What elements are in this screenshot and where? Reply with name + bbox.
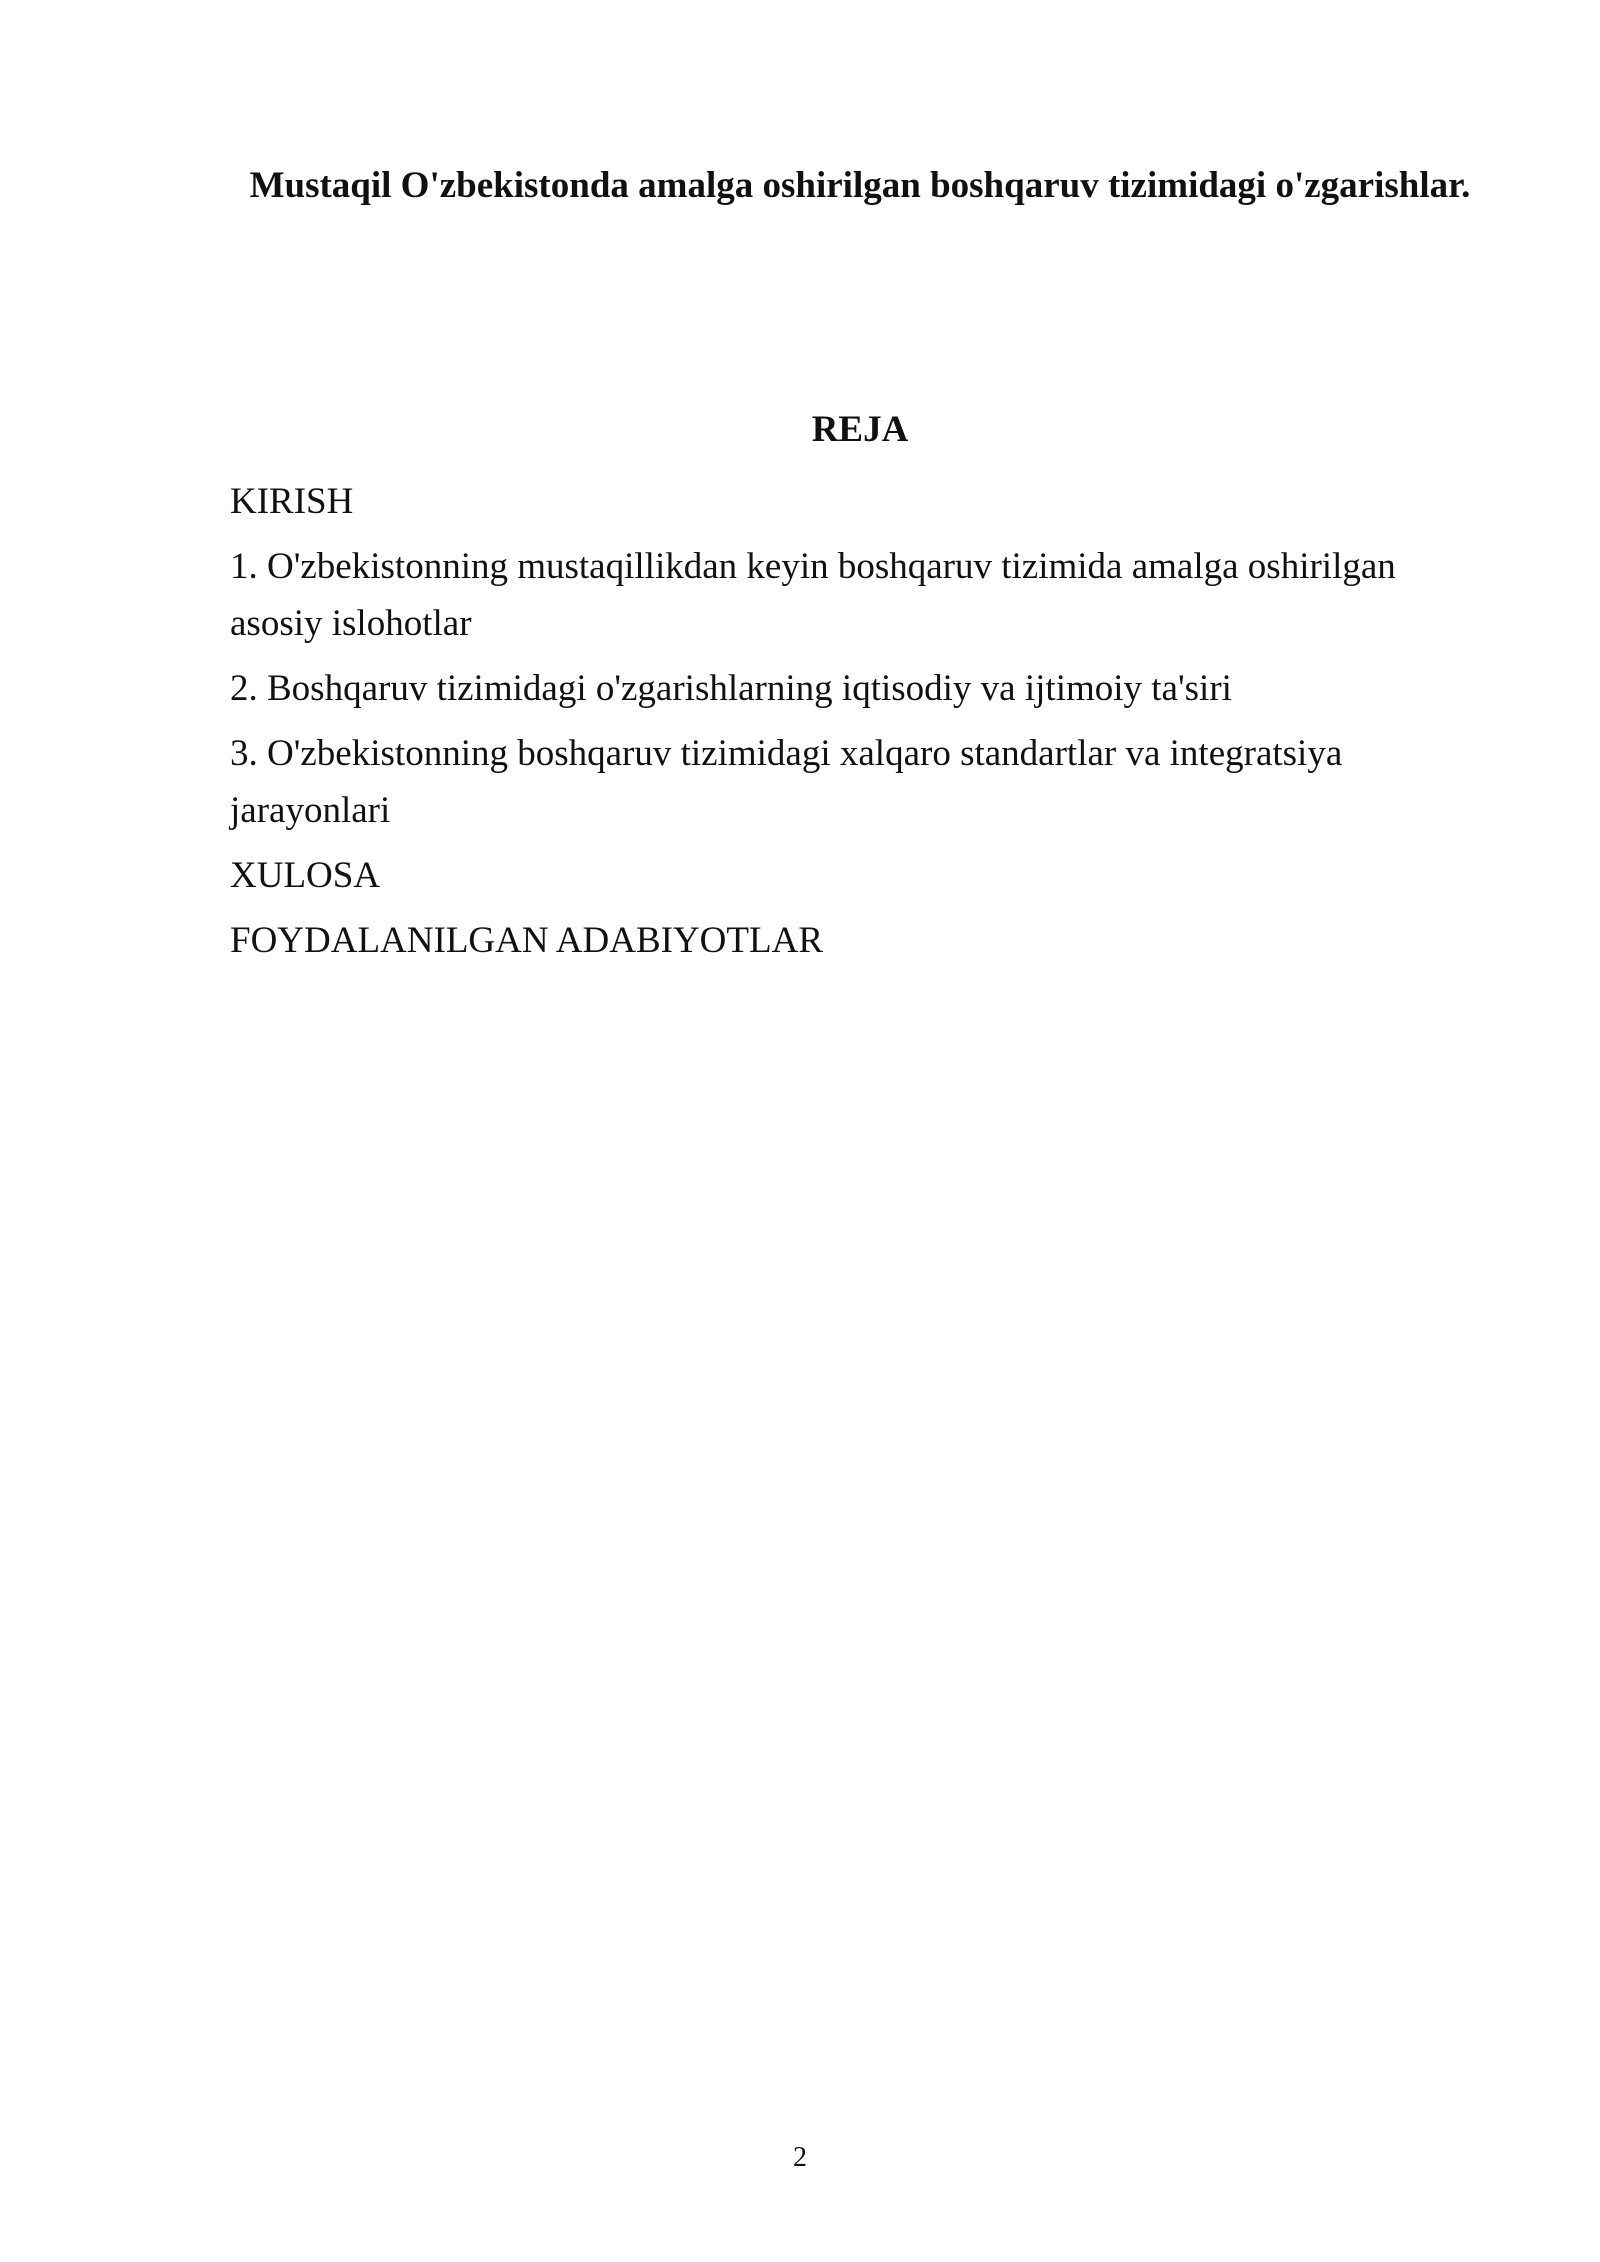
plan-item-1: 1. O'zbekistonning mustaqillikdan keyin boshqaruv tizimida amalga oshirilgan asosiy islohotlar <box>230 546 1396 644</box>
plan-item-conclusion: XULOSA <box>230 855 381 896</box>
plan-item-references: FOYDALANILGAN ADABIYOTLAR <box>230 920 823 961</box>
plan-item-3: 3. O'zbekistonning boshqaruv tizimidagi xalqaro standartlar va integratsiya jarayonlari <box>230 733 1343 831</box>
plan-item-2: 2. Boshqaruv tizimidagi o'zgarishlarning iqtisodiy va ijtimoiy ta'siri <box>230 668 1232 709</box>
plan-item-intro: KIRISH <box>230 481 354 522</box>
plan-list <box>230 473 1460 977</box>
document-title: Mustaqil O'zbekistonda amalga oshirilgan boshqaruv tizimidagi o'zgarishlar. <box>249 165 1471 206</box>
plan-heading: REJA <box>811 409 909 450</box>
page-number: 2 <box>793 2142 807 2173</box>
